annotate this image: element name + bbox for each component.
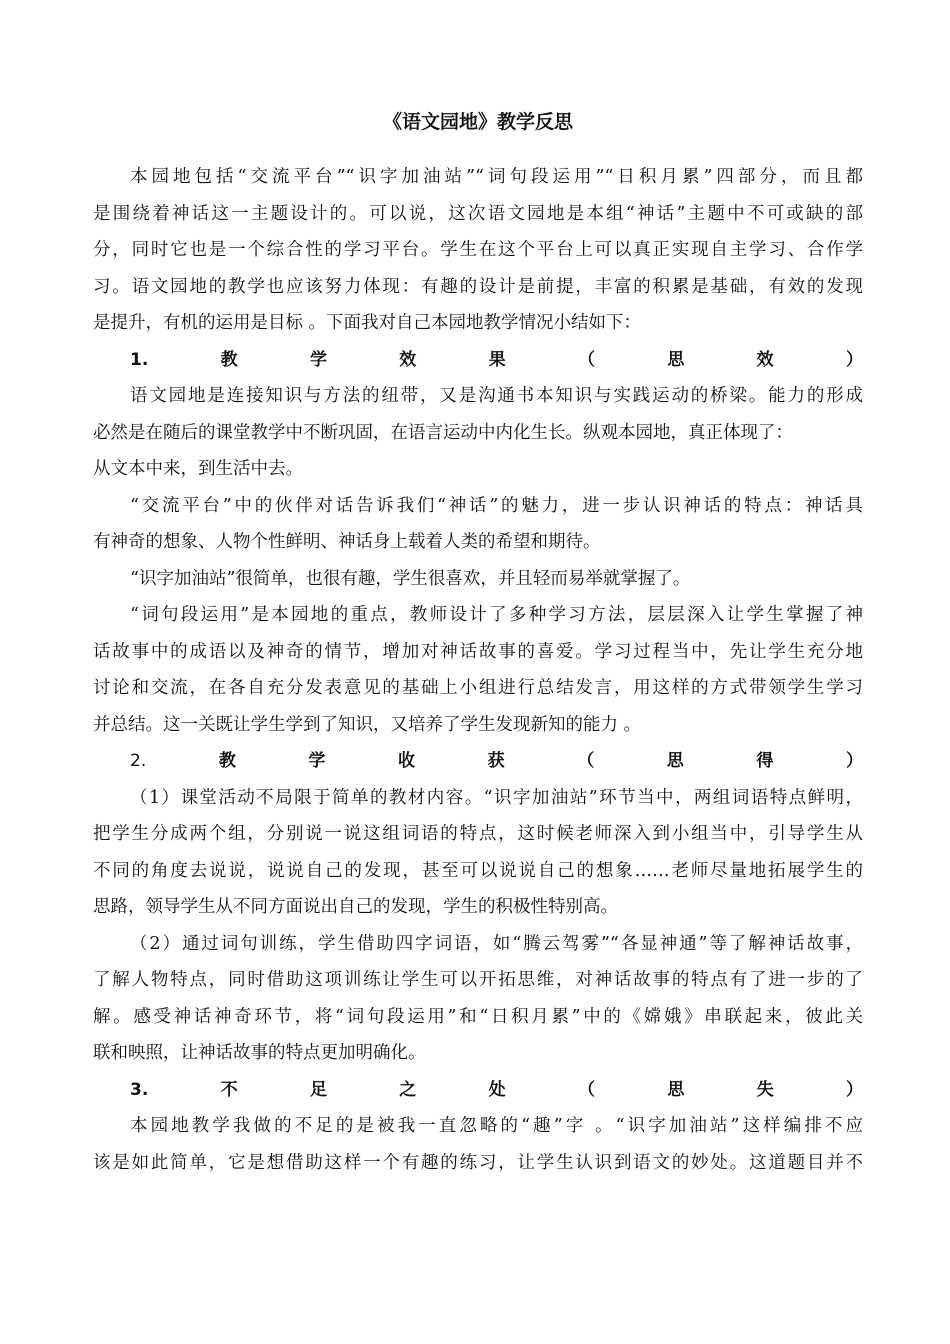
section-label: 不足之处（思失） bbox=[148, 1079, 863, 1100]
text-line: 了解人物特点，同时借助这项训练让学生可以开拓思维，对神话故事的特点有了进一步的了 bbox=[93, 970, 863, 990]
text-line: 解。感受神话神奇环节，将“词句段运用”和“日积月累”中的《嫦娥》串联起来，彼此关 bbox=[93, 1006, 863, 1027]
section-number: 1. bbox=[130, 349, 149, 370]
section-label: 教学效果（思效） bbox=[148, 349, 863, 370]
section-heading-1 bbox=[93, 342, 863, 379]
intro-paragraph bbox=[93, 159, 863, 342]
document-title: 《语文园地》教学反思 bbox=[382, 111, 573, 133]
text-line: （2）通过词句训练，学生借助四字词语，如“腾云驾雾”“各显神通”等了解神话故事， bbox=[130, 933, 863, 954]
text-line: “交流平台”中的伙伴对话告诉我们“神话”的魅力，进一步认识神话的特点：神话具 bbox=[130, 495, 863, 516]
text-line: 讨论和交流，在各自充分发表意见的基础上小组进行总结发言，用这样的方式带领学生学习 bbox=[93, 678, 863, 698]
section-label: 教学收获（思得） bbox=[146, 751, 863, 771]
document-page bbox=[93, 107, 863, 1181]
text-line: 是围绕着神话这一主题设计的。可以说，这次语文园地是本组“神话”主题中不可或缺的部 bbox=[93, 203, 863, 224]
text-line: 联和映照，让神话故事的特点更加明确化。 bbox=[93, 1043, 426, 1063]
text-line: 本园地教学我做的不足的是被我一直忽略的“趣”字 。“识字加油站”这样编排不应 bbox=[130, 1116, 863, 1136]
section-number: 2. bbox=[130, 751, 147, 771]
text-line: 必然是在随后的课堂教学中不断巩固，在语言运动中内化生长。纵观本园地，真正体现了： bbox=[93, 422, 793, 443]
text-line: 并总结。这一关既让学生学到了知识，又培养了学生发现新知的能力 。 bbox=[93, 714, 642, 735]
section-2-body bbox=[93, 780, 863, 1072]
text-line: 该是如此简单，它是想借助这样一个有趣的练习，让学生认识到语文的妙处。这道题目并不 bbox=[93, 1152, 863, 1173]
text-line: 话故事中的成语以及神奇的情节，增加对神话故事的喜爱。学习过程当中，先让学生充分地 bbox=[93, 641, 863, 662]
text-line: 思路，领导学生从不同方面说出自己的发现，学生的积极性特别高。 bbox=[93, 897, 618, 917]
section-3-body bbox=[93, 1108, 863, 1181]
text-line: 语文园地是连接知识与方法的纽带，又是沟通书本知识与实践运动的桥梁。能力的形成 bbox=[130, 386, 863, 406]
text-line: 是提升，有机的运用是目标 。下面我对自己本园地教学情况小结如下： bbox=[93, 313, 642, 333]
section-heading-3 bbox=[93, 1072, 863, 1109]
text-line: “词句段运用”是本园地的重点，教师设计了多种学习方法，层层深入让学生掌握了神 bbox=[130, 605, 863, 625]
text-line: 不同的角度去说说，说说自己的发现，甚至可以说说自己的想象……老师尽量地拓展学生的 bbox=[93, 860, 863, 881]
text-line: 分，同时它也是一个综合性的学习平台。学生在这个平台上可以真正实现自主学习、合作学 bbox=[93, 240, 863, 260]
text-line: 本园地包括“交流平台”“识字加油站”“词句段运用”“日积月累”四部分，而且都 bbox=[130, 167, 863, 187]
text-line: （1）课堂活动不局限于简单的教材内容。“识字加油站”环节当中，两组词语特点鲜明， bbox=[130, 787, 863, 808]
text-line: 从文本中来，到生活中去。 bbox=[93, 459, 303, 479]
text-line: “识字加油站”很简单，也很有趣，学生很喜欢，并且轻而易举就掌握了。 bbox=[130, 568, 691, 589]
section-1-body bbox=[93, 378, 863, 743]
text-line: 习。语文园地的教学也应该努力体现：有趣的设计是前提，丰富的积累是基础，有效的发现 bbox=[93, 276, 863, 297]
text-line: 把学生分成两个组，分别说一说这组词语的特点，这时候老师深入到小组当中，引导学生从 bbox=[93, 824, 863, 844]
text-line: 有神奇的想象、人物个性鲜明、神话身上载着人类的希望和期待。 bbox=[93, 532, 601, 552]
section-number: 3. bbox=[130, 1079, 149, 1100]
section-heading-2 bbox=[93, 743, 863, 780]
